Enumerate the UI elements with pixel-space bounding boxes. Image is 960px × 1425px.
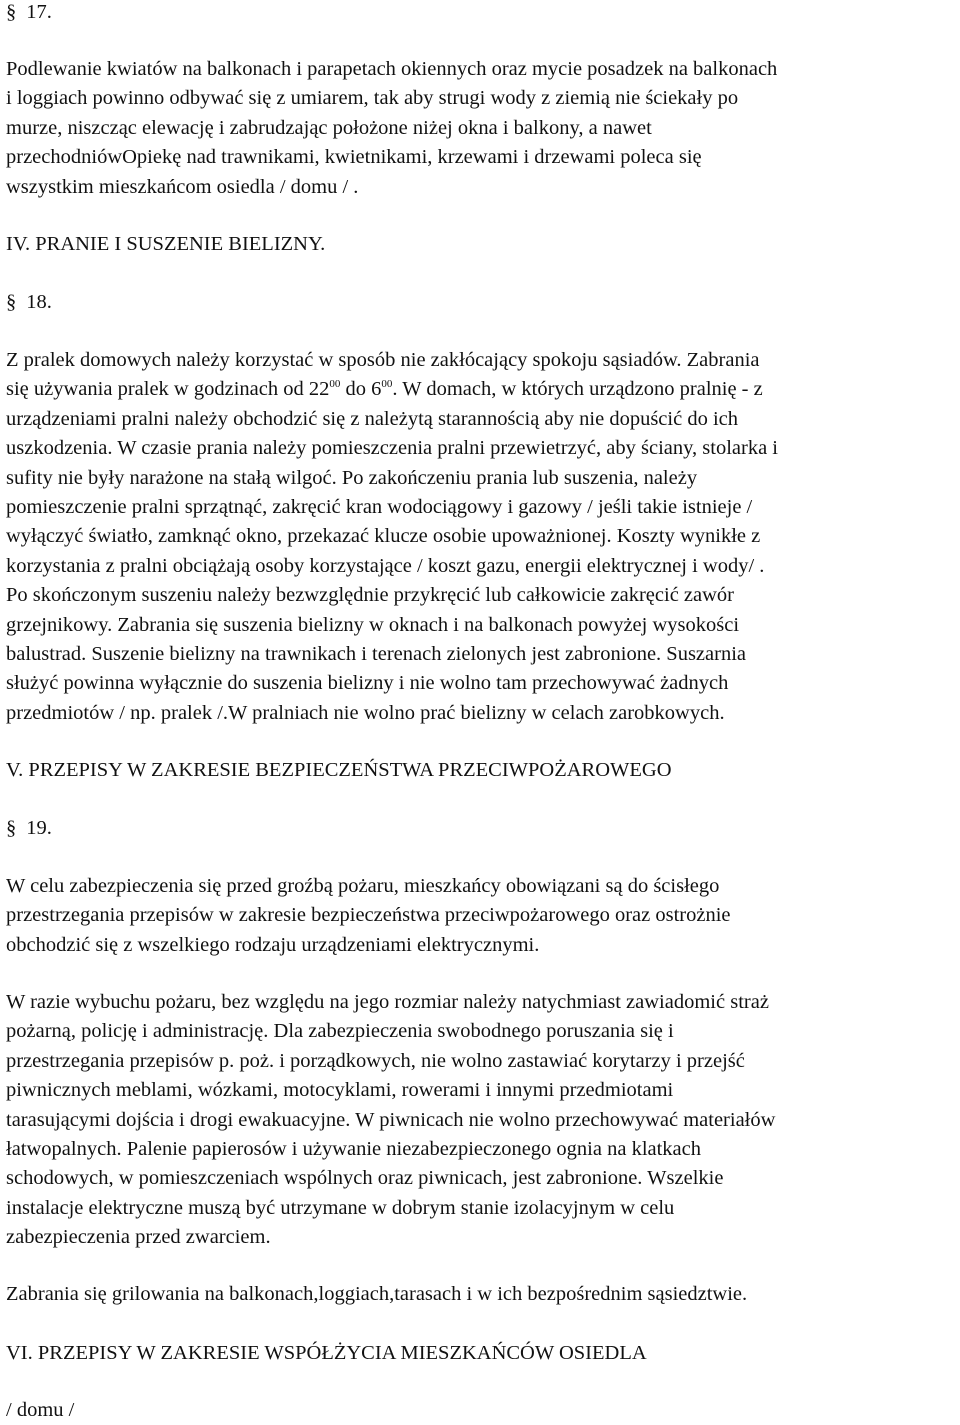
section-19-paragraph-1: [6, 872, 952, 960]
section-18-heading: [6, 288, 952, 317]
paragraph-line: wszystkim mieszkańcom osiedla / domu / .: [6, 175, 359, 198]
paragraph-line: przechodniówOpiekę nad trawnikami, kwietnikami, krzewami i drzewami poleca się: [6, 146, 702, 169]
line-text: się używania pralek w godzinach od 22: [6, 378, 330, 401]
paragraph-line: tarasującymi dojścia i drogi ewakuacyjne. W piwnicach nie wolno przechowywać materiałów: [6, 1108, 776, 1131]
section-17-heading: [6, 0, 952, 27]
section-18-paragraph: [6, 346, 952, 728]
section-mark: §: [6, 817, 17, 839]
section-mark: §: [6, 291, 17, 313]
section-number: 17.: [26, 1, 52, 23]
paragraph-line: W razie wybuchu pożaru, bez względu na jego rozmiar należy natychmiast zawiadomić straż: [6, 991, 769, 1013]
section-17-paragraph: [6, 55, 952, 202]
chapter-5-heading: V. PRZEPISY W ZAKRESIE BEZPIECZEŃSTWA PRZECIWPOŻAROWEGO: [6, 759, 672, 781]
section-19-paragraph-3: [6, 1280, 952, 1309]
paragraph-line: instalacje elektryczne muszą być utrzymane w dobrym stanie izolacyjnym w celu: [6, 1196, 675, 1219]
chapter-4-heading: IV. PRANIE I SUSZENIE BIELIZNY.: [6, 233, 326, 255]
paragraph-line: piwnicznych meblami, wózkami, motocyklami, rowerami i innymi przedmiotami: [6, 1079, 674, 1102]
paragraph-line: Z pralek domowych należy korzystać w sposób nie zakłócający spokoju sąsiadów. Zabrania: [6, 349, 760, 371]
paragraph-line: służyć powinna wyłącznie do suszenia bielizny i nie wolno tam przechowywać żadnych: [6, 672, 729, 695]
paragraph-line: balustrad. Suszenie bielizny na trawnikach i terenach zielonych jest zabronione. Suszarnia: [6, 642, 747, 665]
paragraph-line: grzejnikowy. Zabrania się suszenia bielizny w oknach i na balkonach powyżej wysokości: [6, 613, 740, 636]
superscript: 00: [381, 378, 393, 391]
line-text: do 6: [340, 378, 382, 401]
chapter-6-heading-continuation: / domu /: [6, 1399, 75, 1421]
paragraph-line: W celu zabezpieczenia się przed groźbą pożaru, mieszkańcy obowiązani są do ścisłego: [6, 875, 720, 897]
superscript: 00: [329, 378, 341, 391]
section-mark: §: [6, 1, 17, 23]
paragraph-line: przestrzegania przepisów p. poż. i porządkowych, nie wolno zastawiać korytarzy i przejść: [6, 1049, 745, 1072]
line-text: . W domach, w których urządzono pralnię - z: [392, 378, 763, 401]
paragraph-line: Podlewanie kwiatów na balkonach i parapetach okiennych oraz mycie posadzek na balkonach: [6, 58, 778, 80]
paragraph-line: wyłączyć światło, zamknąć okno, przekazać klucze osobie upoważnionej. Koszty wynikłe z: [6, 525, 761, 548]
paragraph-line: przedmiotów / np. pralek /.W pralniach nie wolno prać bielizny w celach zarobkowych.: [6, 701, 725, 724]
section-number: 18.: [26, 291, 52, 313]
section-number: 19.: [26, 817, 52, 839]
paragraph-line: murze, niszcząc elewację i zabrudzając położone niżej okna i balkony, a nawet: [6, 116, 652, 139]
paragraph-line: urządzeniami pralni należy obchodzić się z należytą starannością aby nie dopuścić do ich: [6, 407, 738, 430]
paragraph-line: i loggiach powinno odbywać się z umiarem, tak aby strugi wody z ziemią nie ściekały po: [6, 87, 739, 110]
paragraph-line: łatwopalnych. Palenie papierosów i używanie niezabezpieczonego ognia na klatkach: [6, 1137, 702, 1160]
paragraph-line: przestrzegania przepisów w zakresie bezpieczeństwa przeciwpożarowego oraz ostrożnie: [6, 904, 731, 927]
paragraph-line: schodowych, w pomieszczeniach wspólnych oraz piwnicach, jest zabronione. Wszelkie: [6, 1167, 724, 1190]
paragraph-line: korzystania z pralni obciążają osoby korzystające / koszt gazu, energii elektrycznej i wody/ .: [6, 554, 765, 577]
paragraph-line: zabezpieczenia przed zwarciem.: [6, 1226, 271, 1249]
paragraph-line: obchodzić się z wszelkiego rodzaju urządzeniami elektrycznymi.: [6, 933, 540, 956]
paragraph-line: sufity nie były narażone na stałą wilgoć. Po zakończeniu prania lub suszenia, należy: [6, 466, 698, 489]
paragraph-line: Zabrania się grilowania na balkonach,loggiach,tarasach i w ich bezpośrednim sąsiedztwie.: [6, 1283, 748, 1305]
paragraph-line: pomieszczenie pralni sprzątnąć, zakręcić kran wodociągowy i gazowy / jeśli takie istnieje /: [6, 495, 753, 518]
paragraph-line: pożarną, policję i administrację. Dla zabezpieczenia swobodnego poruszania się i: [6, 1020, 674, 1043]
section-19-heading: [6, 814, 952, 843]
paragraph-line: [6, 375, 952, 404]
paragraph-line: Po skończonym suszeniu należy bezwzględnie przykręcić lub całkowicie zakręcić zawór: [6, 584, 735, 607]
paragraph-line: uszkodzenia. W czasie prania należy pomieszczenia pralni przewietrzyć, aby ściany, stolarka i: [6, 437, 779, 460]
chapter-6-heading: VI. PRZEPISY W ZAKRESIE WSPÓŁŻYCIA MIESZKAŃCÓW OSIEDLA: [6, 1342, 647, 1364]
section-19-paragraph-2: [6, 988, 952, 1253]
